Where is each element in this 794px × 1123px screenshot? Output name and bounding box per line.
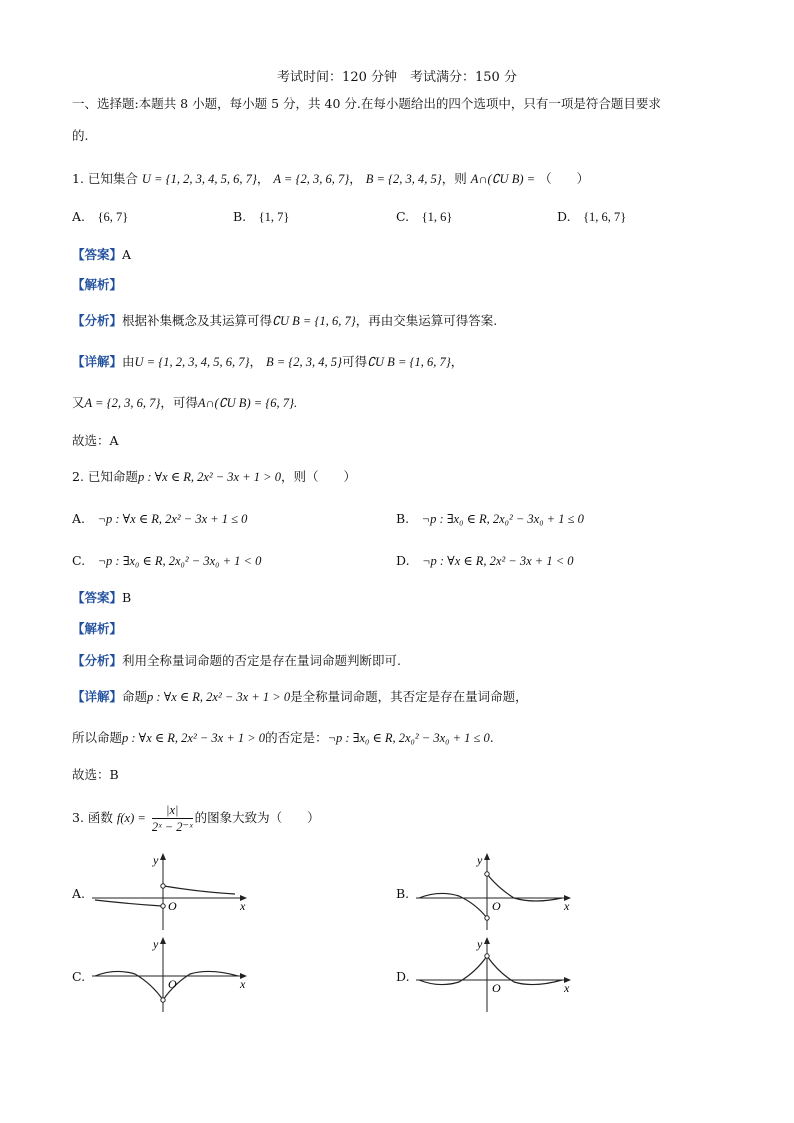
- section-instruction-line2: 的.: [72, 128, 89, 143]
- q3-graph-b[interactable]: [414, 852, 584, 932]
- text-fragment: ∁U B = {1, 6, 7}: [367, 355, 451, 369]
- q2-conclusion: 故选：B: [72, 767, 119, 782]
- fraction: [152, 802, 193, 835]
- text-fragment: 所以命题: [72, 730, 123, 745]
- q1-option-a[interactable]: A. {6, 7}: [72, 209, 129, 224]
- text-fragment: ¬p : ∃x₀ ∈ R, 2x₀² − 3x₀ + 1 ≤ 0: [421, 512, 584, 526]
- analysis-text: 根据补集概念及其运算可得: [122, 313, 273, 328]
- arrow-icon: [160, 937, 166, 944]
- text-fragment: y: [477, 937, 483, 951]
- q3-graph-a[interactable]: [90, 852, 260, 932]
- text-fragment: ¬p : ∃x₀ ∈ R, 2x₀² − 3x₀ + 1 ≤ 0: [327, 731, 490, 745]
- q3-option-c-label[interactable]: C.: [72, 969, 86, 984]
- text-fragment: 2ˣ − 2⁻ˣ: [151, 820, 193, 834]
- text-fragment: 函数: [87, 810, 113, 825]
- text-fragment: ，则（ ）: [280, 469, 356, 484]
- question-3-stem: [72, 800, 320, 836]
- text-fragment: y: [153, 937, 159, 951]
- question-text: 已知集合: [87, 171, 138, 186]
- text-fragment: 又: [72, 395, 85, 410]
- analysis-tag: 【分析】: [72, 313, 123, 328]
- text-fragment: {1, 6, 7}: [583, 210, 627, 224]
- x-label: x: [240, 899, 246, 913]
- q1-detail-line2: [72, 394, 297, 412]
- analysis-text: ，再由交集运算可得答案.: [355, 313, 498, 328]
- text-fragment: A∩(∁U B) = {6, 7}.: [197, 396, 298, 410]
- text-fragment: 由: [122, 354, 135, 369]
- q2-detail-line1: [72, 688, 528, 706]
- question-text: ，则: [441, 171, 467, 186]
- question-2-stem: [72, 468, 356, 486]
- q2-option-a[interactable]: A. ¬p : ∀x ∈ R, 2x² − 3x + 1 ≤ 0: [72, 511, 248, 526]
- text-fragment: {1, 7}: [258, 210, 290, 224]
- q2-answer: [72, 589, 131, 607]
- text-fragment: 【答案】: [72, 590, 123, 605]
- q2-option-d[interactable]: D. ¬p : ∀x ∈ R, 2x² − 3x + 1 < 0: [396, 553, 574, 568]
- q2-option-b[interactable]: B. ¬p : ∃x₀ ∈ R, 2x₀² − 3x₀ + 1 ≤ 0: [396, 511, 584, 526]
- text-fragment: [161, 998, 165, 1002]
- q1-option-d[interactable]: D. {1, 6, 7}: [557, 209, 627, 224]
- question-1-stem: 1. 已知集合 U = {1, 2, 3, 4, 5, 6, 7}， A = {2, 3, 6, 7}， B = {2, 3, 4, 5}，则 A∩(∁U B) = （ ）: [72, 171, 590, 186]
- q2-detail-line2: 所以命题p : ∀x ∈ R, 2x² − 3x + 1 > 0的否定是：¬p : ∃x₀ ∈ R, 2x₀² − 3x₀ + 1 ≤ 0.: [72, 730, 494, 745]
- text-fragment: x: [564, 981, 570, 995]
- text-fragment: ¬p : ∀x ∈ R, 2x² − 3x + 1 < 0: [422, 554, 574, 568]
- text-fragment: 可得: [342, 354, 368, 369]
- answer-paren: （ ）: [539, 171, 590, 186]
- q1-option-b[interactable]: B. {1, 7}: [233, 209, 290, 224]
- exam-header: 考试时间：120 分钟 考试满分：150 分: [277, 70, 517, 85]
- arrow-icon: [484, 853, 490, 860]
- q1-jiexi-tag: 【解析】: [72, 277, 123, 292]
- detail-tag: 【详解】: [72, 354, 123, 369]
- text-fragment: [487, 874, 562, 901]
- q3-option-b-label[interactable]: B.: [396, 886, 410, 901]
- q3-option-a-label[interactable]: A.: [72, 886, 86, 901]
- q1-analysis: [72, 312, 497, 330]
- text-fragment: [485, 872, 489, 876]
- text-fragment: B: [122, 590, 132, 605]
- q3-graph-d[interactable]: [414, 936, 584, 1016]
- text-fragment: O: [492, 981, 501, 995]
- text-fragment: f(x) =: [116, 811, 146, 825]
- origin-label: O: [168, 899, 177, 913]
- text-fragment: ，可得: [160, 395, 198, 410]
- text-fragment: p : ∀x ∈ R, 2x² − 3x + 1 > 0: [147, 690, 291, 704]
- text-fragment: O: [168, 977, 177, 991]
- q3-graph-c[interactable]: [90, 936, 260, 1016]
- answer-value: A: [122, 247, 132, 262]
- text-fragment: [485, 916, 489, 920]
- text-fragment: 利用全称量词命题的否定是存在量词命题判断即可.: [122, 653, 401, 668]
- q2-analysis: [72, 652, 401, 670]
- text-fragment: B = {2, 3, 4, 5}: [265, 355, 343, 369]
- text-fragment: U = {1, 2, 3, 4, 5, 6, 7}: [134, 355, 250, 369]
- text-fragment: A = {2, 3, 6, 7}: [84, 396, 161, 410]
- text-fragment: 命题: [122, 689, 148, 704]
- text-fragment: 【详解】: [72, 689, 123, 704]
- text-fragment: 【分析】: [72, 653, 123, 668]
- text-fragment: 的图象大致为（ ）: [194, 810, 320, 825]
- text-fragment: {6, 7}: [97, 210, 129, 224]
- text-fragment: p : ∀x ∈ R, 2x² − 3x + 1 > 0: [122, 731, 266, 745]
- text-fragment: y: [477, 853, 483, 867]
- analysis-expression: ∁U B = {1, 6, 7}: [272, 314, 356, 328]
- question-number: 2.: [72, 469, 84, 484]
- q1-answer: [72, 246, 131, 264]
- text-fragment: ¬p : ∃x₀ ∈ R, 2x₀² − 3x₀ + 1 < 0: [97, 554, 262, 568]
- y-label: y: [153, 853, 159, 867]
- text-fragment: 已知命题: [87, 469, 138, 484]
- text-fragment: 3.: [72, 810, 84, 825]
- answer-tag: 【答案】: [72, 247, 123, 262]
- text-fragment: [419, 893, 487, 918]
- q2-jiexi-tag: 【解析】: [72, 621, 123, 636]
- text-fragment: |x|: [152, 802, 193, 819]
- open-point: [161, 884, 165, 888]
- text-fragment: [485, 954, 489, 958]
- section-instruction-line1: 一、选择题:本题共 8 小题，每小题 5 分，共 40 分.在每小题给出的四个选项中，只有一项是符合题目要求: [72, 96, 661, 111]
- set-A: A = {2, 3, 6, 7}: [273, 172, 350, 186]
- q1-detail-line1: 【详解】由U = {1, 2, 3, 4, 5, 6, 7}， B = {2, 3, 4, 5}可得∁U B = {1, 6, 7}，: [72, 354, 464, 369]
- q3-option-d-label[interactable]: D.: [396, 969, 410, 984]
- set-U: U = {1, 2, 3, 4, 5, 6, 7}: [141, 172, 257, 186]
- text-fragment: 是全称量词命题，其否定是存在量词命题，: [290, 689, 528, 704]
- text-fragment: O: [492, 899, 501, 913]
- text-fragment: 的否定是：: [265, 730, 328, 745]
- text-fragment: x: [240, 977, 246, 991]
- text-fragment: {1, 6}: [421, 210, 453, 224]
- open-point: [161, 904, 165, 908]
- arrow-icon: [160, 853, 166, 860]
- question-number: 1.: [72, 171, 84, 186]
- curve-left: [95, 900, 162, 906]
- text-fragment: ¬p : ∀x ∈ R, 2x² − 3x + 1 ≤ 0: [97, 512, 248, 526]
- q1-option-c[interactable]: C. {1, 6}: [396, 209, 453, 224]
- text-fragment: x: [564, 899, 570, 913]
- q2-option-c[interactable]: C. ¬p : ∃x₀ ∈ R, 2x₀² − 3x₀ + 1 < 0: [72, 553, 262, 568]
- q1-conclusion: 故选：A: [72, 433, 119, 448]
- question-expression: A∩(∁U B) =: [470, 172, 536, 186]
- curve-right: [164, 886, 235, 894]
- arrow-icon: [484, 937, 490, 944]
- proposition: p : ∀x ∈ R, 2x² − 3x + 1 > 0: [137, 470, 281, 484]
- set-B: B = {2, 3, 4, 5}: [365, 172, 442, 186]
